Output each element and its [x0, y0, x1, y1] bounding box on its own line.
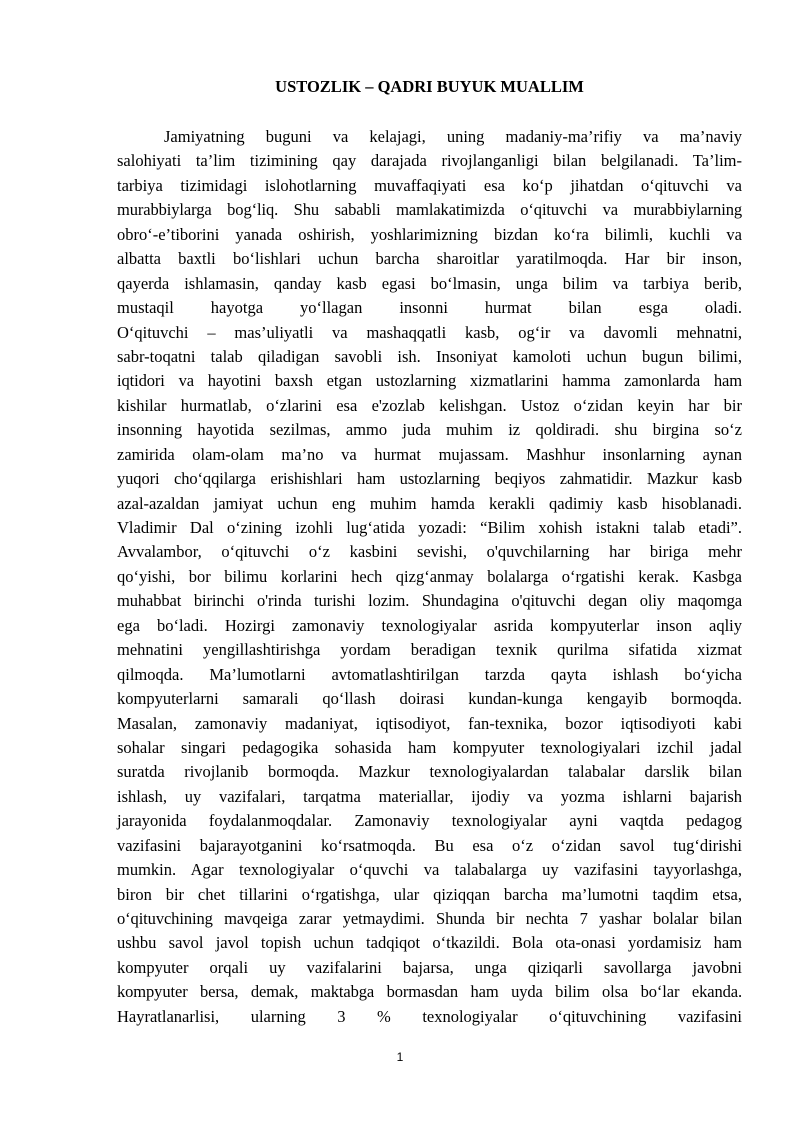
text-line: biron bir chet tillarini o‘rgatishga, ular qiziqqan barcha ma’lumotni taqdim etsa,: [117, 884, 742, 904]
text-line: insonning hayotida sezilmas, ammo juda muhim iz qoldiradi. shu birgina so‘z: [117, 420, 742, 440]
text-line: albatta baxtli bo‘lishlari uchun barcha sharoitlar yaratilmoqda. Har bir inson,: [117, 249, 742, 269]
text-line: zamirida olam-olam ma’no va hurmat mujassam. Mashhur insonlarning aynan: [117, 444, 742, 464]
text-line: mehnatini yengillashtirishga yordam beradigan texnik qurilma sifatida xizmat: [117, 640, 742, 660]
text-line: obro‘-e’tiborini yanada oshirish, yoshlarimizning bizdan ko‘ra bilimli, kuchli va: [117, 224, 742, 244]
text-line: iqtidori va hayotini baxsh etgan ustozlarning xizmatlarini hamma zamonlarda ham: [117, 371, 742, 391]
text-line: Avvalambor, o‘qituvchi o‘z kasbini sevishi, o'quvchilarning har biriga mehr: [117, 542, 742, 562]
text-line: salohiyati ta’lim tizimining qay darajada rivojlanganligi bilan belgilanadi. Ta’lim-: [117, 151, 742, 171]
text-line: sabr-toqatni talab qiladigan savobli ish. Insoniyat kamoloti uchun bugun bilimi,: [117, 346, 742, 366]
text-line: mustaqil hayotga yo‘llagan insonni hurmat bilan esga oladi.: [117, 298, 742, 318]
text-line: kompyuter orqali uy vazifalarini bajarsa, unga qiziqarli savollarga javobni: [117, 957, 742, 977]
text-line: Jamiyatning buguni va kelajagi, uning madaniy-ma’rifiy va ma’naviy: [164, 127, 742, 146]
text-line: kompyuter bersa, demak, maktabga bormasdan ham uyda bilim olsa bo‘lar ekanda.: [117, 982, 742, 1002]
text-line: tarbiya tizimidagi islohotlarning muvaffaqiyati esa ko‘p jihatdan o‘qituvchi va: [117, 175, 742, 195]
text-line: Masalan, zamonaviy madaniyat, iqtisodiyot, fan-texnika, bozor iqtisodiyoti kabi: [117, 713, 742, 733]
text-line: muhabbat birinchi o'rinda turishi lozim. Shundagina o'qituvchi degan oliy maqomga: [117, 591, 742, 611]
text-line: mumkin. Agar texnologiyalar o‘quvchi va talabalarga uy vazifasini tayyorlashga,: [117, 860, 742, 880]
text-line: kompyuterlarni samarali qo‘llash doirasi kundan-kunga kengayib bormoqda.: [117, 689, 742, 709]
text-line: qilmoqda. Ma’lumotlarni avtomatlashtirilgan tarzda qayta ishlash bo‘yicha: [117, 664, 742, 684]
text-line: kishilar hurmatlab, o‘zlarini esa e'zozlab kelishgan. Ustoz o‘zidan keyin har bir: [117, 395, 742, 415]
text-line: jarayonida foydalanmoqdalar. Zamonaviy texnologiyalar ayni vaqtda pedagog: [117, 811, 742, 831]
text-line: o‘qituvchining mavqeiga zarar yetmaydimi. Shunda bir nechta 7 yashar bolalar bilan: [117, 909, 742, 928]
text-line: O‘qituvchi – mas’uliyatli va mashaqqatli kasb, og‘ir va davomli mehnatni,: [117, 322, 742, 342]
body-paragraph: [117, 125, 742, 1029]
text-line: ega bo‘ladi. Hozirgi zamonaviy texnologiyalar asrida kompyuterlar inson aqliy: [117, 615, 742, 635]
page-number: 1: [396, 1050, 404, 1064]
text-line: suratda rivojlanib bormoqda. Mazkur texnologiyalardan talabalar darslik bilan: [117, 762, 742, 782]
text-line: azal-azaldan jamiyat uchun eng muhim hamda kerakli qadimiy kasb hisoblanadi.: [117, 493, 742, 513]
text-line: sohalar singari pedagogika sohasida ham kompyuter texnologiyalari izchil jadal: [117, 737, 742, 757]
text-line: qo‘yishi, bor bilimu korlarini hech qizg‘anmay bolalarga o‘rgatishi kerak. Kasbga: [117, 566, 742, 586]
text-line: murabbiylarga bog‘liq. Shu sababli mamlakatimizda o‘qituvchi va murabbiylarning: [117, 200, 742, 220]
text-line: yuqori cho‘qqilarga erishishlari ham ustozlarning beqiyos zahmatidir. Mazkur kasb: [117, 469, 742, 489]
text-line: ushbu savol javol topish uchun tadqiqot o‘tkazildi. Bola ota-onasi yordamisiz ham: [117, 933, 742, 953]
text-line: ishlash, uy vazifalari, tarqatma materiallar, ijodiy va yozma ishlarni bajarish: [117, 786, 742, 806]
text-line: vazifasini bajarayotganini ko‘rsatmoqda. Bu esa o‘z o‘zidan savol tug‘dirishi: [117, 835, 742, 855]
text-line: qayerda ishlamasin, qanday kasb egasi bo‘lmasin, unga bilim va tarbiya berib,: [117, 273, 742, 293]
text-line: Hayratlanarlisi, ularning 3 % texnologiyalar o‘qituvchining vazifasini: [117, 1006, 742, 1026]
text-line: Vladimir Dal o‘zining izohli lug‘atida yozadi: “Bilim xohish istakni talab etadi”.: [117, 518, 742, 537]
document-title: USTOZLIK – QADRI BUYUK MUALLIM: [275, 77, 584, 96]
